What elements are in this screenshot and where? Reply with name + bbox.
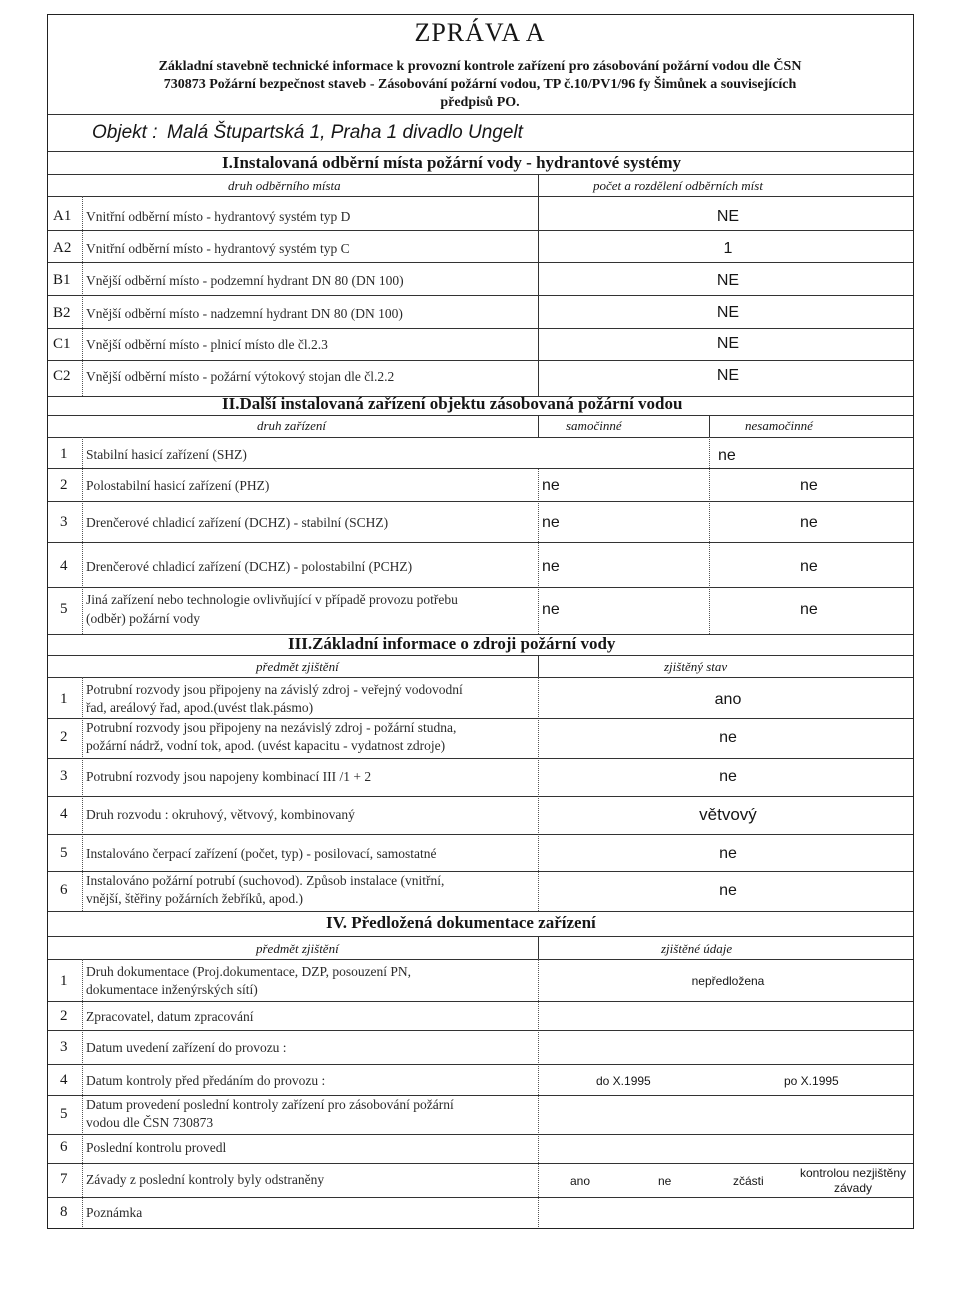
row-text: Potrubní rozvody jsou napojeny kombinací III /1 + 2 bbox=[86, 769, 372, 784]
section-2-title: II.Další instalovaná zařízení objektu zásobovaná požární vodou bbox=[222, 394, 683, 413]
divider bbox=[82, 959, 83, 1227]
divider bbox=[538, 196, 539, 396]
row-text-continued: (odběr) požární vody bbox=[86, 611, 200, 626]
row-manual: ne bbox=[718, 447, 736, 464]
divider bbox=[48, 415, 913, 416]
row-number: 8 bbox=[60, 1204, 68, 1220]
divider bbox=[538, 959, 539, 1227]
row-number: 1 bbox=[60, 973, 68, 989]
divider bbox=[48, 834, 913, 835]
divider bbox=[48, 151, 913, 152]
divider bbox=[82, 677, 83, 911]
row-text: Datum uvedení zařízení do provozu : bbox=[86, 1040, 287, 1055]
row-number: 5 bbox=[60, 845, 68, 861]
row-text: Závady z poslední kontroly byly odstraněny bbox=[86, 1172, 325, 1187]
section-3-title: III.Základní informace o zdroji požární vody bbox=[288, 634, 616, 653]
divider bbox=[82, 437, 83, 634]
row-text: Datum provedení poslední kontroly zařízení pro zásobování požární bbox=[86, 1097, 454, 1112]
objekt-value: Malá Štupartská 1, Praha 1 divadlo Ungelt bbox=[167, 122, 523, 143]
section-4-col-subject: předmět zjištění bbox=[256, 941, 339, 956]
divider bbox=[538, 936, 539, 959]
row-number: 4 bbox=[60, 806, 68, 822]
divider bbox=[48, 542, 913, 543]
row-code: A1 bbox=[53, 208, 72, 224]
section-2-col-manual: nesamočinné bbox=[745, 418, 813, 433]
row-value: NE bbox=[716, 208, 740, 225]
row-status: ne bbox=[719, 882, 737, 899]
row-status: ne bbox=[719, 729, 737, 746]
divider bbox=[538, 655, 539, 677]
row-manual: ne bbox=[800, 514, 818, 531]
divider bbox=[48, 1030, 913, 1031]
row-code: C2 bbox=[53, 368, 71, 384]
section-1-col-type: druh odběrního místa bbox=[228, 178, 341, 193]
divider bbox=[48, 174, 913, 175]
row-number: 1 bbox=[60, 446, 68, 462]
section-4-title: IV. Předložená dokumentace zařízení bbox=[326, 913, 596, 932]
divider bbox=[538, 677, 539, 911]
row-number: 4 bbox=[60, 558, 68, 574]
row-code: B2 bbox=[53, 305, 71, 321]
row-number: 5 bbox=[60, 601, 68, 617]
row-text: Vnější odběrní místo - nadzemní hydrant DN 80 (DN 100) bbox=[86, 306, 403, 321]
divider bbox=[48, 262, 913, 263]
divider bbox=[48, 1163, 913, 1164]
row-code: C1 bbox=[53, 336, 71, 352]
row-number: 5 bbox=[60, 1106, 68, 1122]
divider bbox=[48, 1064, 913, 1065]
option-ano: ano bbox=[570, 1174, 591, 1188]
divider bbox=[48, 758, 913, 759]
row-text: Stabilní hasicí zařízení (SHZ) bbox=[86, 447, 247, 462]
row-automatic: ne bbox=[542, 601, 560, 618]
row-status: ano bbox=[714, 691, 742, 708]
divider bbox=[48, 655, 913, 656]
row-text: Vnitřní odběrní místo - hydrantový systém typ D bbox=[86, 209, 351, 224]
divider bbox=[48, 437, 913, 438]
row-status: ne bbox=[719, 845, 737, 862]
row-text: Vnější odběrní místo - požární výtokový stojan dle čl.2.2 bbox=[86, 369, 395, 384]
option-no-defects-line-1: kontrolou nezjištěny bbox=[799, 1166, 907, 1180]
row-text: Jiná zařízení nebo technologie ovlivňující v případě provozu potřebu bbox=[86, 592, 458, 607]
divider bbox=[48, 1001, 913, 1002]
divider bbox=[48, 1134, 913, 1135]
row-number: 2 bbox=[60, 477, 68, 493]
divider bbox=[48, 587, 913, 588]
divider bbox=[48, 1197, 913, 1198]
row-text-continued: dokumentace inženýrských sítí) bbox=[86, 982, 258, 997]
divider bbox=[48, 501, 913, 502]
divider bbox=[48, 718, 913, 719]
row-text: Vnější odběrní místo - podzemní hydrant DN 80 (DN 100) bbox=[86, 273, 404, 288]
section-4-col-details: zjištěné údaje bbox=[661, 941, 733, 956]
row-text: Zpracovatel, datum zpracování bbox=[86, 1009, 254, 1024]
row-number: 1 bbox=[60, 691, 68, 707]
divider bbox=[538, 415, 539, 437]
divider bbox=[48, 871, 913, 872]
row-code: A2 bbox=[53, 240, 72, 256]
row-number: 3 bbox=[60, 1039, 68, 1055]
divider bbox=[48, 230, 913, 231]
row-text: Drenčerové chladicí zařízení (DCHZ) - stabilní (SCHZ) bbox=[86, 515, 389, 530]
row-text: Drenčerové chladicí zařízení (DCHZ) - polostabilní (PCHZ) bbox=[86, 559, 413, 574]
row-status: větvový bbox=[699, 805, 757, 824]
row-text-continued: požární nádrž, vodní tok, apod. (uvést kapacitu - vydatnost zdroje) bbox=[86, 738, 446, 753]
row-manual: ne bbox=[800, 477, 818, 494]
divider bbox=[538, 468, 539, 634]
row-text: Datum kontroly před předáním do provozu : bbox=[86, 1073, 326, 1088]
divider bbox=[48, 295, 913, 296]
divider bbox=[538, 174, 539, 196]
section-1-title: I.Instalovaná odběrní místa požární vody - hydrantové systémy bbox=[222, 153, 682, 172]
divider bbox=[48, 114, 913, 115]
divider bbox=[48, 1095, 913, 1096]
divider bbox=[48, 959, 913, 960]
section-2-col-automatic: samočinné bbox=[566, 418, 622, 433]
divider bbox=[48, 468, 913, 469]
row-automatic: ne bbox=[542, 514, 560, 531]
row-text-continued: vodou dle ČSN 730873 bbox=[86, 1115, 214, 1130]
row-text: Poslední kontrolu provedl bbox=[86, 1140, 227, 1155]
row-value: 1 bbox=[723, 240, 733, 257]
row-value: NE bbox=[716, 367, 740, 384]
divider bbox=[48, 936, 913, 937]
report-subtitle-line-1: Základní stavebně technické informace k provozní kontrole zařízení pro zásobování požární vodou dle ČSN bbox=[158, 59, 802, 74]
section-3-col-status: zjištěný stav bbox=[664, 659, 728, 674]
report-subtitle-line-2: 730873 Požární bezpečnost staveb - Zásobování požární vodou, TP č.10/PV1/96 fy Šimůnek a souvisejících bbox=[163, 77, 797, 92]
row-number: 3 bbox=[60, 514, 68, 530]
row-text: Instalováno čerpací zařízení (počet, typ) - posilovací, samostatné bbox=[86, 846, 437, 861]
option-no-defects-line-2: závady bbox=[833, 1181, 873, 1195]
row-text: Potrubní rozvody jsou připojeny na nezávislý zdroj - požární studna, bbox=[86, 720, 457, 735]
row-text: Druh dokumentace (Proj.dokumentace, DZP, posouzení PN, bbox=[86, 964, 412, 979]
documentation-status: nepředložena bbox=[691, 974, 765, 988]
divider bbox=[48, 328, 913, 329]
row-manual: ne bbox=[800, 558, 818, 575]
row-text: Druh rozvodu : okruhový, větvový, kombinovaný bbox=[86, 807, 355, 822]
divider bbox=[709, 437, 710, 634]
row-automatic: ne bbox=[542, 477, 560, 494]
divider bbox=[82, 196, 83, 396]
check-date-after: po X.1995 bbox=[784, 1074, 839, 1088]
report-subtitle-line-3: předpisů PO. bbox=[440, 95, 520, 110]
row-number: 4 bbox=[60, 1072, 68, 1088]
divider bbox=[48, 196, 913, 197]
row-text: Vnější odběrní místo - plnicí místo dle čl.2.3 bbox=[86, 337, 328, 352]
objekt-label: Objekt : bbox=[92, 122, 158, 143]
row-value: NE bbox=[716, 335, 740, 352]
row-number: 2 bbox=[60, 729, 68, 745]
section-3-col-subject: předmět zjištění bbox=[256, 659, 339, 674]
divider bbox=[709, 415, 710, 437]
row-status: ne bbox=[719, 768, 737, 785]
divider bbox=[48, 360, 913, 361]
row-manual: ne bbox=[800, 601, 818, 618]
row-text: Vnitřní odběrní místo - hydrantový systém typ C bbox=[86, 241, 350, 256]
row-value: NE bbox=[716, 272, 740, 289]
section-1-col-count: počet a rozdělení odběrních míst bbox=[593, 178, 763, 193]
check-date-before: do X.1995 bbox=[596, 1074, 651, 1088]
row-number: 6 bbox=[60, 882, 68, 898]
row-text: Instalováno požární potrubí (suchovod). Způsob instalace (vnitřní, bbox=[86, 873, 445, 888]
report-title: ZPRÁVA A bbox=[414, 18, 546, 47]
row-number: 6 bbox=[60, 1139, 68, 1155]
row-number: 2 bbox=[60, 1008, 68, 1024]
row-automatic: ne bbox=[542, 558, 560, 575]
row-text: Potrubní rozvody jsou připojeny na závislý zdroj - veřejný vodovodní bbox=[86, 682, 463, 697]
divider bbox=[48, 677, 913, 678]
row-value: NE bbox=[716, 304, 740, 321]
section-2-col-type: druh zařízení bbox=[257, 418, 326, 433]
row-text-continued: řad, areálový řad, apod.(uvést tlak.pásmo) bbox=[86, 700, 314, 715]
divider bbox=[48, 796, 913, 797]
option-ne: ne bbox=[658, 1174, 672, 1188]
option-zcasti: zčásti bbox=[733, 1174, 764, 1188]
row-number: 3 bbox=[60, 768, 68, 784]
row-code: B1 bbox=[53, 272, 71, 288]
row-text: Polostabilní hasicí zařízení (PHZ) bbox=[86, 478, 270, 493]
row-number: 7 bbox=[60, 1171, 68, 1187]
row-text: Poznámka bbox=[86, 1205, 143, 1220]
divider bbox=[48, 911, 913, 912]
row-text-continued: vnější, štěřiny požárních žebříků, apod.) bbox=[86, 891, 304, 906]
